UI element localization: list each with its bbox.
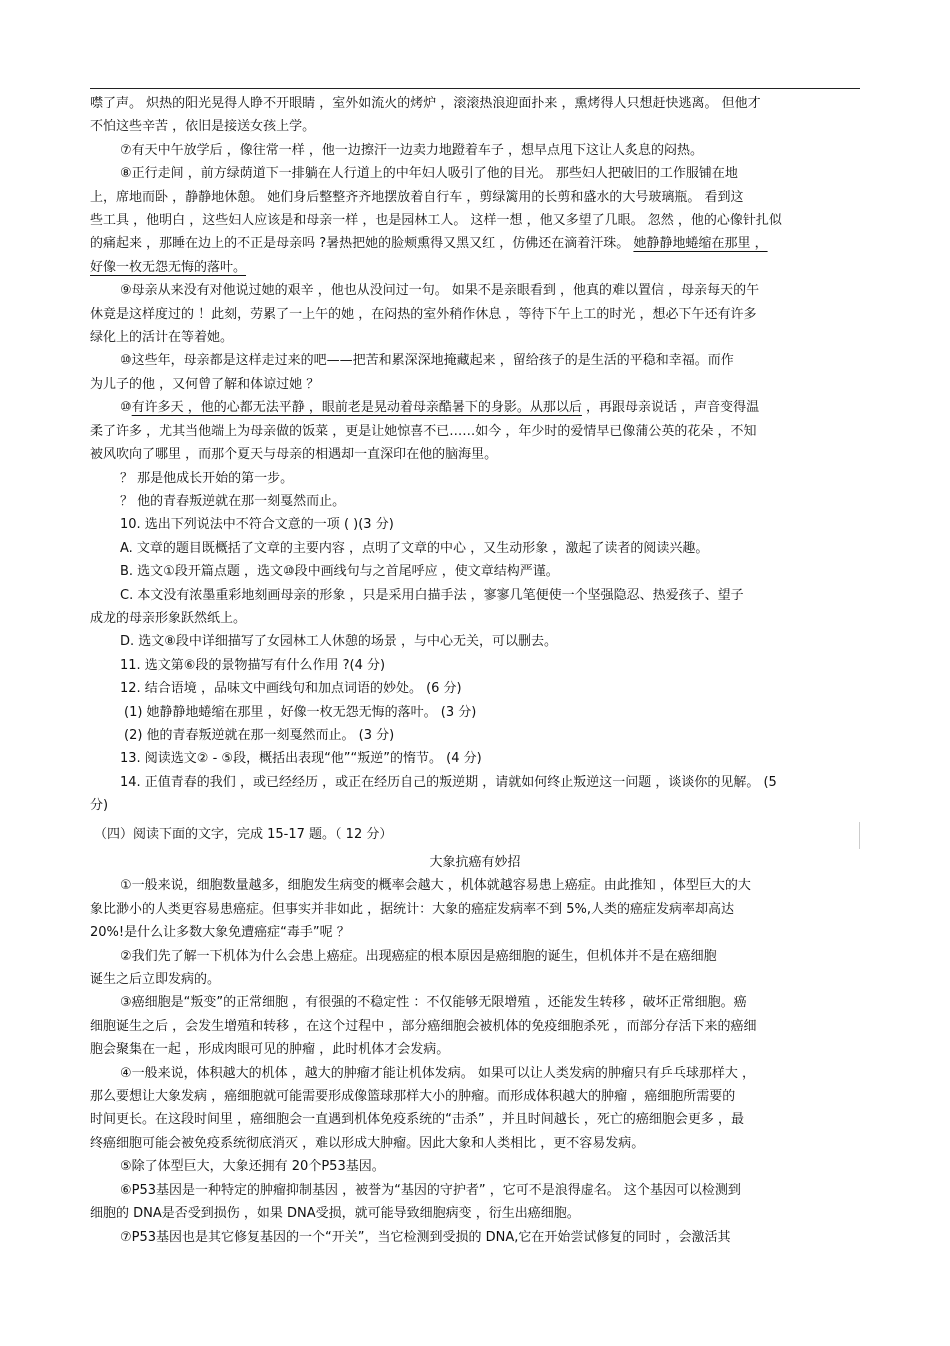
header-rule bbox=[90, 88, 860, 89]
question-11: 11. 选文第⑥段的景物描写有什么作用 ?(4 分) bbox=[120, 657, 386, 673]
question-13: 13. 阅读选文② - ⑤段，概括出表现“他”“叛逆”的惰节。 (4 分) bbox=[120, 751, 482, 767]
text-line: 时间更长。在这段时间里 ，癌细胞会一直遇到机体免疫系统的“击杀” ，并且时间越长 ，死亡的癌细胞会更多 ，最 bbox=[90, 1112, 744, 1128]
text-line: 象比渺小的人类更容易患癌症。但事实并非如此 ，据统计：大象的癌症发病率不到 5%,人类的癌症发病率却高达 bbox=[90, 901, 735, 917]
text-line: 噤了声。 炽热的阳光晃得人睁不开眼睛 ，室外如流火的烤炉 ，滚滚热浪迎面扑来 ，熏烤得人只想赶快逃离。 但他才 bbox=[90, 96, 761, 111]
text-line: 些工具 ，他明白 ，这些妇人应该是和母亲一样 ，也是园林工人。 这样一想 ，他又多望了几眼。 忽然 ，他的心像针扎似 bbox=[90, 213, 782, 229]
question-14: 14. 正值青春的我们 ，或已经经历 ，或正在经历自己的叛逆期 ，请就如何终止叛逆这一问题 ，谈谈你的见解。 (5 bbox=[120, 774, 777, 790]
text-line: 不怕这些辛苦 ，依旧是接送女孩上学。 bbox=[90, 119, 316, 135]
option-b: B. 选文①段开篇点题 ，选文⑩段中画线句与之首尾呼应 ，使文章结构严谨。 bbox=[120, 564, 559, 580]
question-12-part-1: (1) 她静静地蜷缩在那里 ，好像一枚无怨无悔的落叶。 (3 分) bbox=[124, 704, 477, 720]
closing-line: ？ 他的青春叛逆就在那一刻戛然而止。 bbox=[120, 493, 346, 509]
article-paragraph-3: ③癌细胞是“叛变”的正常细胞 ，有很强的不稳定性 ：不仅能够无限增殖 ，还能发生转移 ，破坏正常细胞。癌 bbox=[120, 995, 747, 1011]
paragraph-number: ⑩ bbox=[120, 400, 132, 416]
text-line: 为儿子的他 ，又何曾了解和体谅过她 ？ bbox=[90, 376, 320, 392]
text-line: 绿化上的活计在等着她。 bbox=[90, 330, 234, 346]
text-line: 终癌细胞可能会被免疫系统彻底消灭 ，难以形成大肿瘤。因此大象和人类相比 ，更不容易发病。 bbox=[90, 1135, 645, 1151]
text-line: 20%!是什么让多数大象免遭癌症“毒手”呢 ？ bbox=[90, 925, 350, 941]
paragraph-9: ⑨母亲从来没有对他说过她的艰辛 ，他也从没问过一句。 如果不是亲眼看到 ，他真的难以置信 ，母亲每天的午 bbox=[120, 283, 760, 299]
option-d: D. 选文⑧段中详细描写了女园林工人休憩的场景 ，与中心无关，可以删去。 bbox=[120, 634, 558, 650]
article-paragraph-5: ⑤除了体型巨大，大象还拥有 20个P53基因。 bbox=[120, 1159, 385, 1175]
text-line: 胞会聚集在一起 ，形成肉眼可见的肿瘤 ，此时机体才会发病。 bbox=[90, 1042, 450, 1058]
option-c-continued: 成龙的母亲形象跃然纸上。 bbox=[90, 610, 247, 626]
option-c: C. 本文没有浓墨重彩地刻画母亲的形象 ，只是采用白描手法 ，寥寥几笔便使一个坚强隐忍、热爱孩子、望子 bbox=[120, 587, 744, 603]
closing-line: ？ 那是他成长开始的第一步。 bbox=[120, 470, 294, 486]
paragraph-8: ⑧正行走间 ，前方绿荫道下一排躺在人行道上的中年妇人吸引了他的目光。 那些妇人把破旧的工作服铺在地 bbox=[120, 166, 738, 182]
article-title: 大象抗癌有妙招 bbox=[429, 855, 521, 870]
paragraph-11 bbox=[90, 396, 860, 419]
text-line: 休竟是这样度过的 ！此刻，劳累了一上午的她 ，在闷热的室外稍作休息 ，等待下午上工的时光 ，想必下午还有许多 bbox=[90, 306, 757, 322]
text-line: 细胞诞生之后 ，会发生增殖和转移 ，在这个过程中 ，部分癌细胞会被机体的免疫细胞杀死 ，而部分存活下来的癌细 bbox=[90, 1018, 757, 1034]
question-12: 12. 结合语境 ，品味文中画线句和加点词语的妙处。 (6 分) bbox=[120, 681, 462, 697]
underlined-sentence-end: 好像一枚无怨无悔的落叶。 bbox=[90, 259, 247, 275]
question-12-part-2: (2) 他的青春叛逆就在那一刻戛然而止。 (3 分) bbox=[124, 727, 395, 743]
question-14-continued: 分) bbox=[90, 798, 109, 814]
article-paragraph-7: ⑦P53基因也是其它修复基因的一个“开关”，当它检测到受损的 DNA,它在开始尝试修复的同时 ，会激活其 bbox=[120, 1229, 731, 1245]
text-line: 细胞的 DNA是否受到损伤 ，如果 DNA受损，就可能导致细胞病变 ，衍生出癌细胞。 bbox=[90, 1206, 580, 1222]
text-line: 被风吹向了哪里 ，而那个夏天与母亲的相遇却一直深印在他的脑海里。 bbox=[90, 447, 498, 463]
article-paragraph-6: ⑥P53基因是一种特定的肿瘤抑制基因 ，被誉为“基因的守护者” ，它可不是浪得虚名。 这个基因可以检测到 bbox=[120, 1182, 741, 1198]
document-page bbox=[90, 92, 860, 1249]
paragraph-7: ⑦有天中午放学后 ，像往常一样 ，他一边擦汗一边卖力地蹬着车子 ，想早点甩下这让人炙息的闷热。 bbox=[120, 142, 704, 158]
paragraph-10: ⑩这些年，母亲都是这样走过来的吧——把苦和累深深地掩藏起来 ，留给孩子的是生活的平稳和幸福。而作 bbox=[120, 353, 734, 369]
article-paragraph-4: ④一般来说，体积越大的机体 ，越大的肿瘤才能让机体发病。 如果可以让人类发病的肿瘤只有乒乓球那样大 ， bbox=[120, 1065, 756, 1081]
article-paragraph-1: ①一般来说，细胞数量越多，细胞发生病变的概率会越大 ，机体就越容易患上癌症。由此推知 ，体型巨大的大 bbox=[120, 878, 751, 894]
underlined-sentence: 有许多天 ，他的心都无法平静 ，眼前老是晃动着母亲酷暑下的身影。从那以后 bbox=[131, 400, 582, 416]
text-line: 诞生之后立即发病的。 bbox=[90, 972, 221, 988]
text-segment: 的痛起来 ，那睡在边上的不正是母亲吗 ?暑热把她的脸颊熏得又黑又红 ，仿佛还在滴着汗珠。 bbox=[90, 236, 634, 252]
text-segment: ，再跟母亲说话 ，声音变得温 bbox=[581, 400, 760, 416]
text-line: 上，席地而卧 ，静静地休憩。 她们身后整整齐齐地摆放着自行车 ，剪绿篱用的长剪和盛水的大号玻璃瓶。 看到这 bbox=[90, 189, 744, 205]
text-line: 那么要想让大象发病 ，癌细胞就可能需要形成像篮球那样大小的肿瘤。而形成体积越大的肿瘤 ，癌细胞所需要的 bbox=[90, 1089, 736, 1105]
article-paragraph-2: ②我们先了解一下机体为什么会患上癌症。出现癌症的根本原因是癌细胞的诞生，但机体并不是在癌细胞 bbox=[120, 948, 717, 964]
text-line bbox=[90, 232, 860, 255]
section-4-header: （四）阅读下面的文字，完成 15-17 题。（ 12 分） bbox=[90, 822, 860, 849]
text-line: 柔了许多 ，尤其当他端上为母亲做的饭菜 ，更是让她惊喜不已……如今 ，年少时的爱情早已像蒲公英的花朵 ，不知 bbox=[90, 423, 757, 439]
underlined-sentence: 她静静地蜷缩在那里 ， bbox=[633, 236, 768, 252]
option-a: A. 文章的题目既概括了文章的主要内容 ，点明了文章的中心 ，又生动形象 ，激起了读者的阅读兴趣。 bbox=[120, 540, 709, 556]
question-10: 10. 选出下列说法中不符合文意的一项 ( )(3 分) bbox=[120, 517, 394, 533]
